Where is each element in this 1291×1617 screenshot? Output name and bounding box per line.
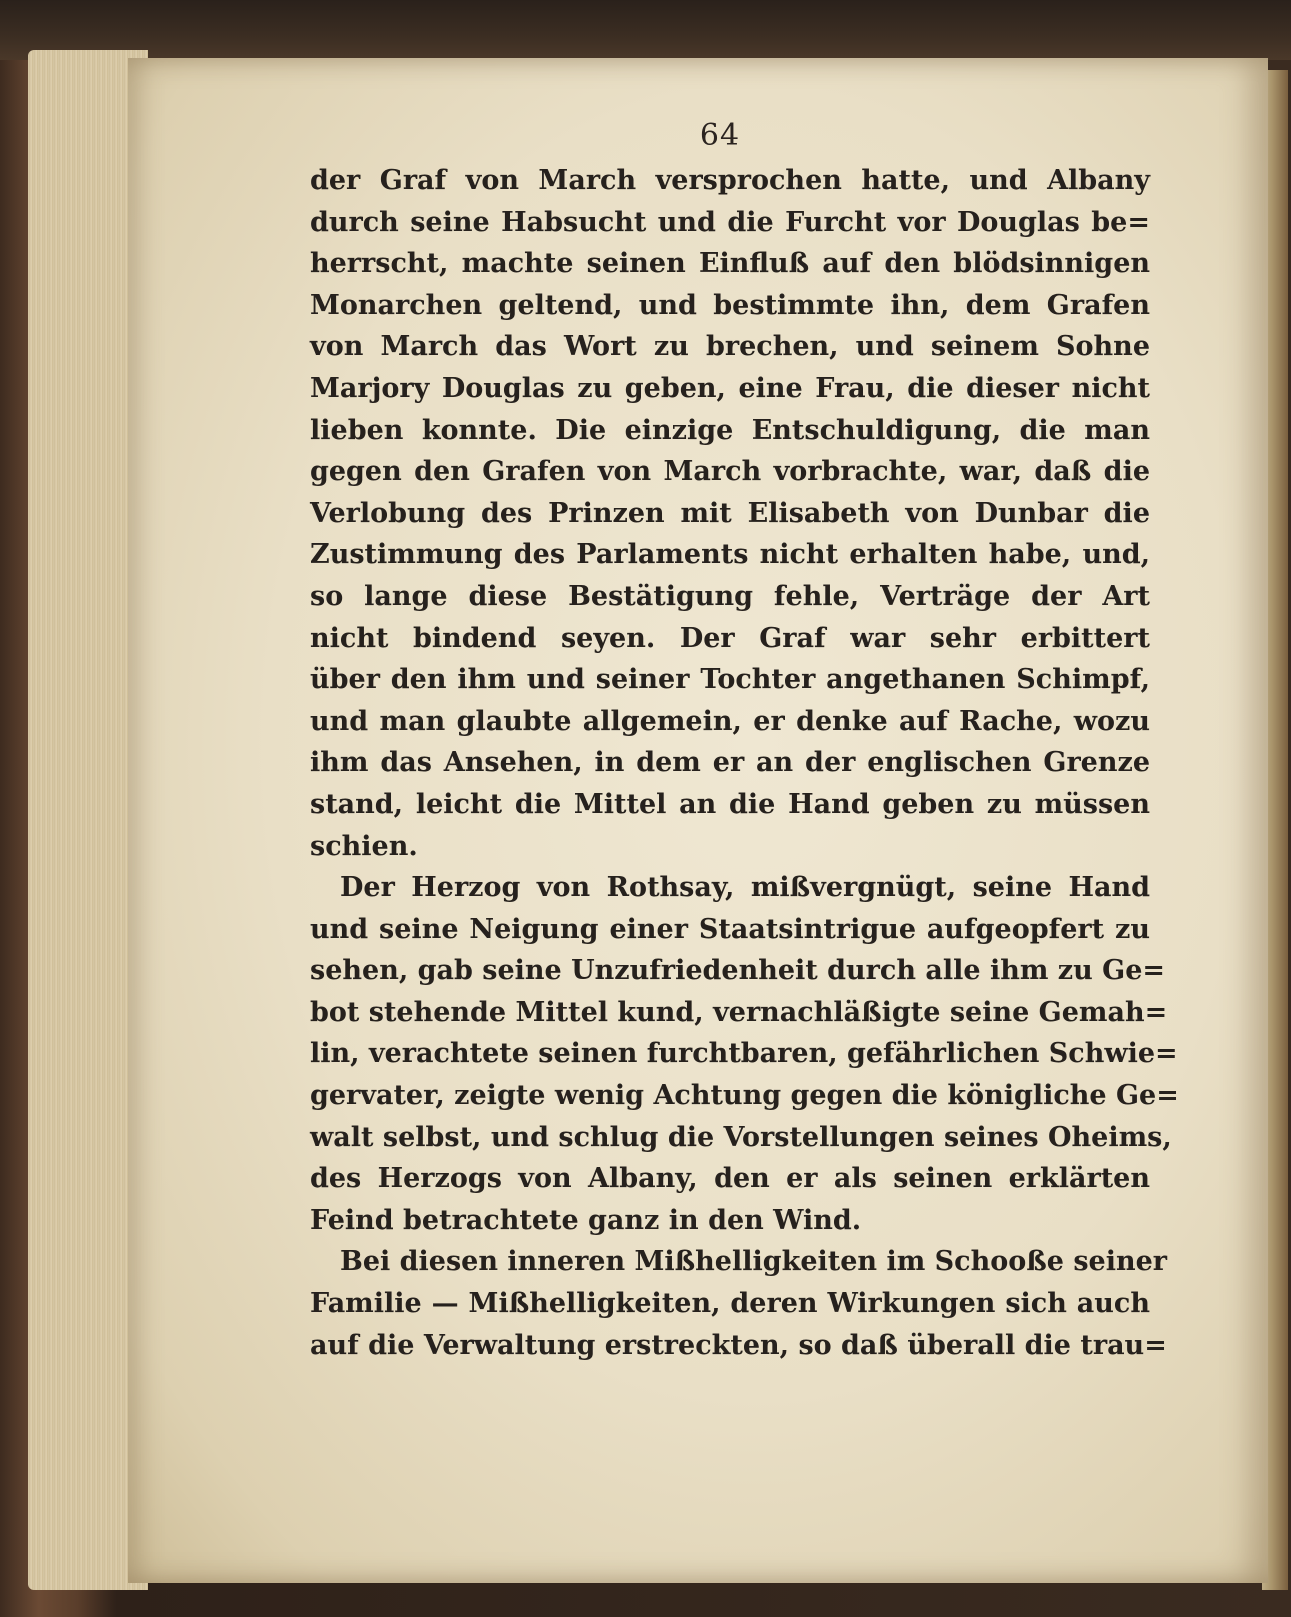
body-text xyxy=(310,160,1179,1366)
text-line: sehen, gab seine Unzufriedenheit durch alle ihm zu Ge= xyxy=(310,955,1166,987)
text-line: Zustimmung des Parlaments nicht erhalten habe, und, xyxy=(310,539,1150,571)
text-line: Der Herzog von Rothsay, mißvergnügt, seine Hand xyxy=(340,872,1150,904)
text-line: gervater, zeigte wenig Achtung gegen die königliche Ge= xyxy=(310,1080,1179,1112)
text-line: stand, leicht die Mittel an die Hand geben zu müssen xyxy=(310,788,1150,820)
text-line: walt selbst, und schlug die Vorstellungen seines Oheims, xyxy=(310,1121,1172,1153)
text-line: nicht bindend seyen. Der Graf war sehr erbittert xyxy=(310,622,1150,654)
text-line: über den ihm und seiner Tochter angethanen Schimpf, xyxy=(310,664,1150,696)
text-line: und man glaubte allgemein, er denke auf Rache, wozu xyxy=(310,705,1150,737)
text-line: durch seine Habsucht und die Furcht vor Douglas be= xyxy=(310,206,1150,238)
text-line: gegen den Grafen von March vorbrachte, war, daß die xyxy=(310,456,1150,488)
text-line: so lange diese Bestätigung fehle, Verträge der Art xyxy=(310,580,1150,612)
text-line: Bei diesen inneren Mißhelligkeiten im Schooße seiner xyxy=(340,1246,1168,1278)
page-number: 64 xyxy=(699,118,741,153)
text-line: ihm das Ansehen, in dem er an der englischen Grenze xyxy=(310,747,1150,779)
text-line: Feind betrachtete ganz in den Wind. xyxy=(310,1204,862,1236)
text-line: Marjory Douglas zu geben, eine Frau, die dieser nicht xyxy=(310,372,1150,404)
text-line: des Herzogs von Albany, den er als seinen erklärten xyxy=(310,1163,1150,1195)
text-line: von March das Wort zu brechen, und seinem Sohne xyxy=(310,331,1150,363)
text-line: bot stehende Mittel kund, vernachläßigte seine Gemah= xyxy=(310,996,1168,1028)
text-line: auf die Verwaltung erstreckten, so daß überall die trau= xyxy=(310,1329,1167,1361)
text-line: Verlobung des Prinzen mit Elisabeth von Dunbar die xyxy=(310,497,1150,529)
text-line: schien. xyxy=(310,830,418,862)
text-line: der Graf von March versprochen hatte, und Albany xyxy=(310,165,1150,196)
text-line: Monarchen geltend, und bestimmte ihn, dem Grafen xyxy=(310,289,1150,321)
text-line: Familie — Mißhelligkeiten, deren Wirkungen sich auch xyxy=(310,1288,1150,1320)
text-line: lin, verachtete seinen furchtbaren, gefährlichen Schwie= xyxy=(310,1038,1178,1070)
text-line: und seine Neigung einer Staatsintrigue aufgeopfert zu xyxy=(310,913,1150,945)
text-line: lieben konnte. Die einzige Entschuldigung, die man xyxy=(310,414,1150,446)
book-cover-top-edge xyxy=(0,0,1291,60)
text-line: herrscht, machte seinen Einfluß auf den blödsinnigen xyxy=(310,248,1150,280)
